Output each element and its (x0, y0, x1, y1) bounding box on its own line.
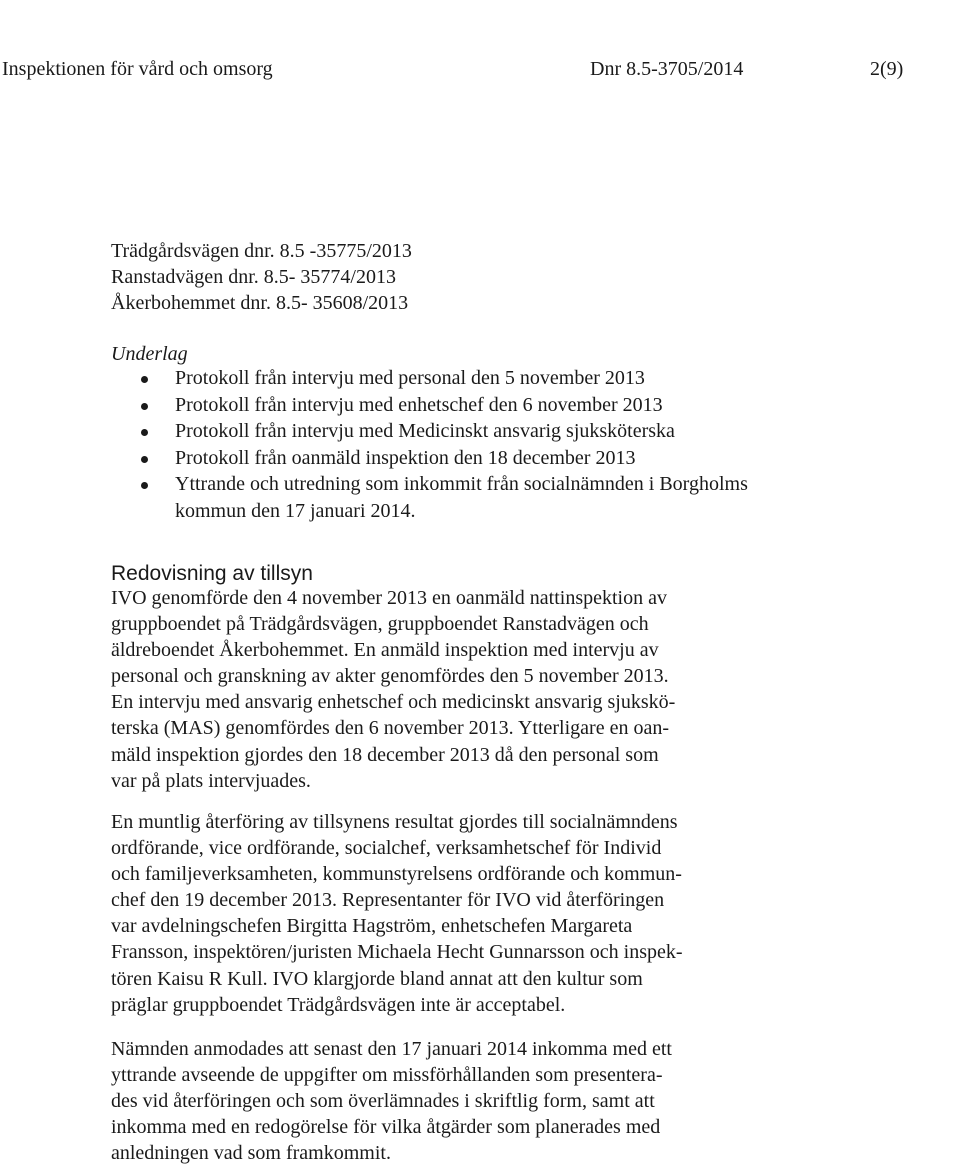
list-item: Protokoll från intervju med Medicinskt ansvarig sjuksköterska (111, 418, 811, 445)
text-line: var avdelningschefen Birgitta Hagström, enhetschefen Margareta (111, 915, 633, 938)
paragraph-request (111, 1036, 751, 1166)
list-item: Yttrande och utredning som inkommit från socialnämnden i Borgholms kommun den 17 januari 2014. (111, 471, 811, 524)
text-line: ordförande, vice ordförande, socialchef, verksamhetschef för Individ (111, 837, 662, 860)
text-line: anledningen vad som framkommit. (111, 1142, 391, 1165)
underlag-list (111, 365, 811, 524)
document-header (0, 54, 960, 86)
text-line: var på plats intervjuades. (111, 769, 311, 792)
list-item: Protokoll från intervju med personal den 5 november 2013 (111, 365, 811, 392)
paragraph-inspection (111, 585, 751, 794)
case-reference: Åkerbohemmet dnr. 8.5- 35608/2013 (111, 292, 409, 314)
text-line: och familjeverksamheten, kommunstyrelsens ordförande och kommun- (111, 863, 682, 886)
list-item: Protokoll från intervju med enhetschef den 6 november 2013 (111, 392, 811, 419)
case-reference: Trädgårdsvägen dnr. 8.5 -35775/2013 (111, 240, 412, 262)
text-line: IVO genomförde den 4 november 2013 en oanmäld nattinspektion av (111, 587, 667, 609)
text-line: personal och granskning av akter genomfördes den 5 november 2013. (111, 665, 669, 688)
text-line: En muntlig återföring av tillsynens resultat gjordes till socialnämndens (111, 811, 678, 833)
text-line: mäld inspektion gjordes den 18 december 2013 då den personal som (111, 743, 659, 766)
text-line: Fransson, inspektören/juristen Michaela Hecht Gunnarsson och inspek- (111, 941, 683, 964)
diary-number: Dnr 8.5-3705/2014 (590, 58, 744, 80)
organization-name: Inspektionen för vård och omsorg (2, 58, 273, 80)
text-line: äldreboendet Åkerbohemmet. En anmäld inspektion med intervju av (111, 639, 659, 662)
case-references (111, 238, 412, 316)
text-line: Nämnden anmodades att senast den 17 januari 2014 inkomma med ett (111, 1038, 672, 1060)
underlag-heading: Underlag (111, 343, 188, 365)
text-line: chef den 19 december 2013. Representanter för IVO vid återföringen (111, 889, 665, 912)
text-line: terska (MAS) genomfördes den 6 november 2013. Ytterligare en oan- (111, 717, 669, 740)
case-reference: Ranstadvägen dnr. 8.5- 35774/2013 (111, 266, 396, 288)
text-line: tören Kaisu R Kull. IVO klargjorde bland annat att den kultur som (111, 967, 643, 990)
text-line: yttrande avseende de uppgifter om missförhållanden som presentera- (111, 1064, 663, 1087)
text-line: präglar gruppboendet Trädgårdsvägen inte är acceptabel. (111, 993, 566, 1016)
section-heading: Redovisning av tillsyn (111, 562, 313, 585)
text-line: gruppboendet på Trädgårdsvägen, gruppboendet Ranstadvägen och (111, 613, 649, 636)
text-line: En intervju med ansvarig enhetschef och medicinskt ansvarig sjukskö- (111, 691, 676, 714)
page-indicator: 2(9) (870, 58, 904, 80)
text-line: des vid återföringen och som överlämnades i skriftlig form, samt att (111, 1090, 655, 1113)
text-line: inkomma med en redogörelse för vilka åtgärder som planerades med (111, 1116, 661, 1139)
list-item: Protokoll från oanmäld inspektion den 18 december 2013 (111, 445, 811, 472)
paragraph-feedback (111, 809, 751, 1018)
